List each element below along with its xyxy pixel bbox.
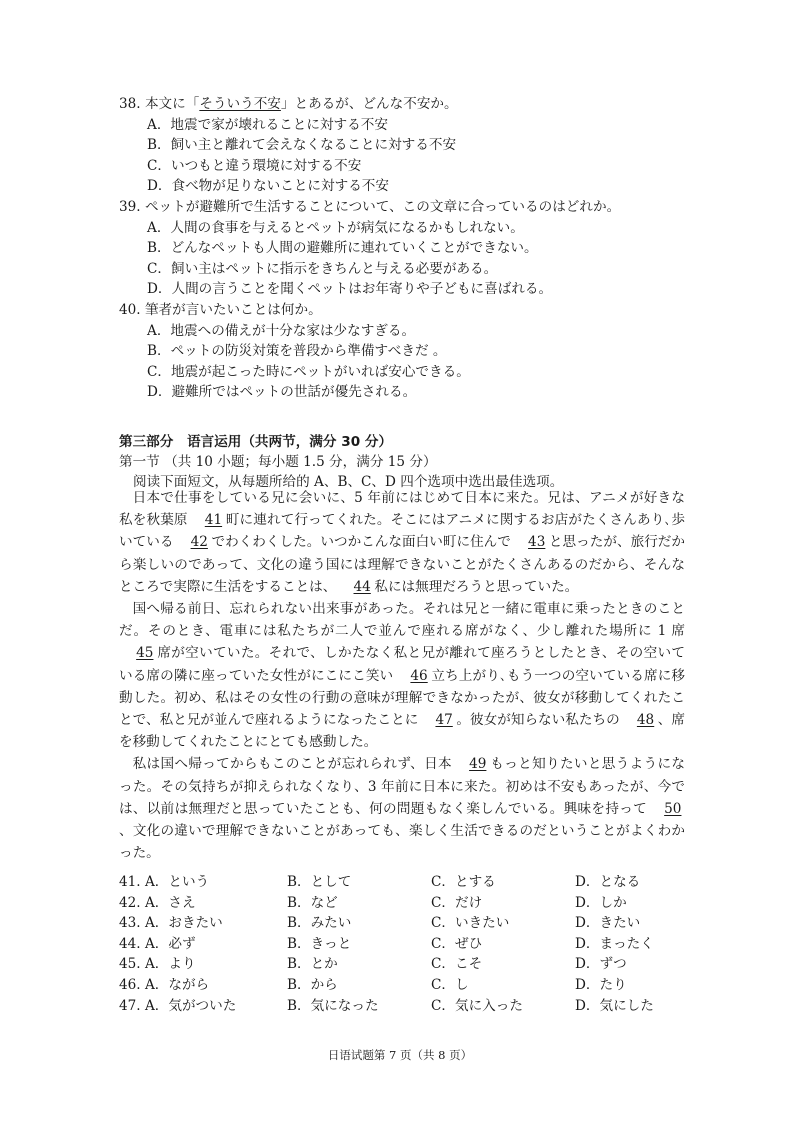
choice-a: 46. A．ながら: [119, 976, 210, 993]
section-instruction: 阅读下面短文，从每题所给的 A、B、C、D 四个选项中选出最佳选项。: [133, 474, 564, 490]
choice-b: B．みたい: [287, 915, 352, 932]
choice-b: B．から: [287, 976, 338, 993]
choice-d: D．しか: [575, 894, 627, 911]
choice-a: 47. A．気がついた: [119, 997, 237, 1014]
blank-44: 44: [353, 578, 371, 595]
answer-row-45: [119, 954, 679, 975]
choice-d: D．きたい: [575, 915, 641, 932]
choice-a: 41. A．という: [119, 874, 210, 890]
question-38-option-c: C．いつもと違う環境に対する不安: [147, 157, 362, 174]
choice-b: B．気になった: [287, 997, 379, 1014]
reading-questions: [119, 94, 719, 403]
answer-choices: [119, 872, 679, 1016]
question-39-option-d: D．人間の言うことを聞くペットはお年寄りや子どもに喜ばれる。: [147, 281, 553, 298]
question-40-stem: 40. 筆者が言いたいことは何か。: [119, 301, 322, 318]
answer-row-42: [119, 893, 679, 914]
choice-b: B．として: [287, 874, 352, 890]
answer-row-44: [119, 934, 679, 955]
answer-row-43: [119, 913, 679, 934]
question-40-option-c: C．地震が起こった時にペットがいれば安心できる。: [147, 363, 470, 380]
blank-46: 46: [410, 667, 428, 684]
question-38-stem: 38. 本文に「そういう不安」とあるが、どんな不安か。: [119, 96, 458, 112]
underlined-phrase: そういう不安: [199, 96, 281, 112]
cloze-passage: [119, 487, 685, 864]
choice-c: C．とする: [431, 874, 496, 890]
choice-c: C．気に入った: [431, 997, 523, 1014]
choice-c: C．こそ: [431, 956, 483, 973]
choice-a: 42. A．さえ: [119, 894, 196, 911]
blank-50: 50: [664, 800, 682, 817]
choice-c: C．し: [431, 976, 469, 993]
question-39-option-b: B．どんなペットも人間の避難所に連れていくことができない。: [147, 240, 538, 257]
part-title: 第三部分 语言运用（共两节，满分 30 分）: [119, 434, 393, 450]
blank-42: 42: [190, 534, 208, 551]
answer-row-47: [119, 996, 679, 1017]
question-38-option-a: A．地震で家が壊れることに対する不安: [147, 116, 388, 133]
choice-b: B．とか: [287, 956, 338, 973]
choice-d: D．気にした: [575, 997, 654, 1014]
answer-row-41: [119, 872, 679, 893]
choice-c: C．ぜひ: [431, 935, 483, 952]
choice-a: 45. A．より: [119, 956, 196, 973]
question-38-option-b: B．飼い主と離れて会えなくなることに対する不安: [147, 137, 457, 154]
question-40-option-b: B．ペットの防災対策を普段から準備すべきだ 。: [147, 343, 447, 360]
question-39-option-a: A．人間の食事を与えるとペットが病気になるかもしれない。: [147, 219, 524, 236]
answer-row-46: [119, 975, 679, 996]
choice-d: D．まったく: [575, 935, 654, 952]
choice-c: C．だけ: [431, 894, 483, 911]
question-39-stem: 39. ペットが避難所で生活することについて、この文章に合っているのはどれか。: [119, 198, 621, 215]
question-40-option-a: A．地震への備えが十分な家は少なすぎる。: [147, 322, 416, 339]
question-40-option-d: D．避難所ではペットの世話が優先される。: [147, 384, 417, 401]
question-38-option-d: D．食べ物が足りないことに対する不安: [147, 178, 389, 195]
blank-41: 41: [204, 512, 223, 529]
blank-45: 45: [136, 645, 154, 662]
choice-b: B．など: [287, 894, 338, 911]
question-39-option-c: C．飼い主はペットに指示をきちんと与える必要がある。: [147, 260, 498, 277]
choice-d: D．ずつ: [575, 956, 627, 973]
choice-a: 43. A．おきたい: [119, 915, 223, 932]
page-footer: 日语试题第 7 页（共 8 页）: [327, 1048, 473, 1062]
choice-d: D．となる: [575, 874, 641, 890]
choice-b: B．きっと: [287, 935, 352, 952]
blank-49: 49: [469, 756, 487, 773]
blank-47: 47: [435, 712, 453, 729]
passage-paragraph-1: 日本で仕事をしている兄に会いに、5 年前にはじめて日本に来た。兄は、アニメが好きな私を秋葉原 41 町に連れて行ってくれた。そこにはアニメに関するお店がたくさんあり､歩いている 42 でわくわくした。いつかこんな面白い町に住んで 43 と思ったが、旅行だから楽しいのであって、文化の違う国には理解できないことがたくさんあるのだから、そんなところで実際に生活をすることは、 44 私には無理だろうと思っていた。: [119, 487, 685, 598]
choice-a: 44. A．必ず: [119, 935, 196, 952]
blank-43: 43: [528, 534, 546, 551]
passage-paragraph-3: 私は国へ帰ってからもこのことが忘れられず、日本 49 もっと知りたいと思うようになった。その気持ちが抑えられなくなり、3 年前に日本に来た。初めは不安もあったが、今では、以前は無理だと思っていたことも、何の問題もなく楽しんでいる。興味を持って 50、文化の違いで理解できないことがあっても、楽しく生活できるのだということがよくわかった。: [119, 753, 685, 864]
passage-paragraph-2: 国へ帰る前日、忘れられない出来事があった。それは兄と一緒に電車に乗ったときのことだ。そのとき、電車には私たちが二人で並んで座れる席がなく、少し離れた場所に 1 席45 席が空いていた。それで、しかたなく私と兄が離れて座ろうとしたとき、その空いている席の隣に座っていた女性がにこにこ笑い 46 立ち上がり､もう一つの空いている席に移動した。初め、私はその女性の行動の意味が理解できなかったが、彼女が移動してくれたことで、私と兄が並んで座れるようになったことに 47 。彼女が知らない私たちの 48 、席を移動してくれたことにとても感動した。: [119, 601, 686, 751]
choice-d: D．たり: [575, 976, 627, 993]
choice-c: C．いきたい: [431, 915, 510, 932]
section-title: 第一节 （共 10 小题；每小题 1.5 分，满分 15 分）: [119, 454, 437, 470]
blank-48: 48: [636, 712, 655, 729]
part-three-header: [119, 432, 679, 492]
